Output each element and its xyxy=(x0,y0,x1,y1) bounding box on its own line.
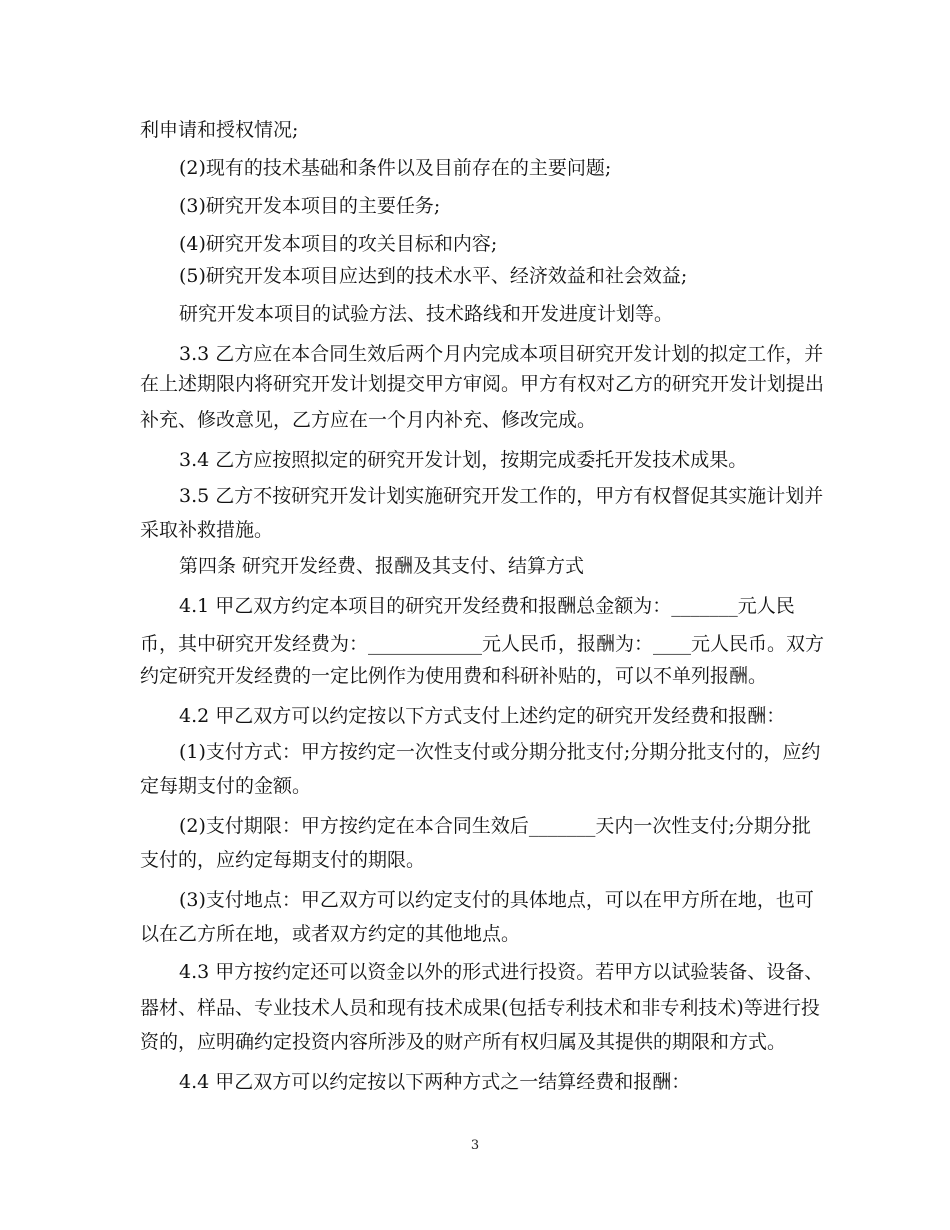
text-line: 4.1 甲乙双方约定本项目的研究开发经费和报酬总金额为：_______元人民 xyxy=(179,595,795,617)
text-line: 3.3 乙方应在本合同生效后两个月内完成本项目研究开发计划的拟定工作，并 xyxy=(179,343,824,365)
text-line: 定每期支付的金额。 xyxy=(140,775,312,797)
text-line: 4.3 甲方按约定还可以资金以外的形式进行投资。若甲方以试验装备、设备、 xyxy=(179,961,824,983)
text-line: (5)研究开发本项目应达到的技术水平、经济效益和社会效益; xyxy=(179,265,688,287)
text-line: (4)研究开发本项目的攻关目标和内容; xyxy=(179,233,498,255)
text-line: (3)支付地点：甲乙双方可以约定支付的具体地点，可以在甲方所在地，也可 xyxy=(179,889,814,911)
text-line: (2)支付期限：甲方按约定在本合同生效后_______天内一次性支付;分期分批 xyxy=(179,815,811,837)
text-line: 币，其中研究开发经费为：____________元人民币，报酬为：____元人民币。双方 xyxy=(140,633,825,655)
text-line: 采取补救措施。 xyxy=(140,519,274,541)
text-line: 利申请和授权情况; xyxy=(140,119,299,141)
section-heading: 第四条 研究开发经费、报酬及其支付、结算方式 xyxy=(179,555,585,577)
text-line: 在上述期限内将研究开发计划提交甲方审阅。甲方有权对乙方的研究开发计划提出 xyxy=(140,373,825,395)
text-line: 3.4 乙方应按照拟定的研究开发计划，按期完成委托开发技术成果。 xyxy=(179,449,748,471)
text-line: 研究开发本项目的试验方法、技术路线和开发进度计划等。 xyxy=(179,303,674,325)
text-line: 4.4 甲乙双方可以约定按以下两种方式之一结算经费和报酬： xyxy=(179,1071,691,1093)
text-line: (2)现有的技术基础和条件以及目前存在的主要问题; xyxy=(179,157,612,179)
text-line: 资的，应明确约定投资内容所涉及的财产所有权归属及其提供的期限和方式。 xyxy=(140,1031,787,1053)
text-line: 支付的，应约定每期支付的期限。 xyxy=(140,849,426,871)
text-line: 器材、样品、专业技术人员和现有技术成果(包括专利技术和非专利技术)等进行投 xyxy=(140,997,820,1019)
text-line: 以在乙方所在地，或者双方约定的其他地点。 xyxy=(140,923,521,945)
text-line: 补充、修改意见，乙方应在一个月内补充、修改完成。 xyxy=(140,409,597,431)
text-line: 约定研究开发经费的一定比例作为使用费和科研补贴的，可以不单列报酬。 xyxy=(140,665,768,687)
text-line: (3)研究开发本项目的主要任务; xyxy=(179,195,441,217)
text-line: 4.2 甲乙双方可以约定按以下方式支付上述约定的研究开发经费和报酬： xyxy=(179,705,786,727)
page-number: 3 xyxy=(470,1138,480,1153)
text-line: 3.5 乙方不按研究开发计划实施研究开发工作的，甲方有权督促其实施计划并 xyxy=(179,485,824,507)
text-line: (1)支付方式：甲方按约定一次性支付或分期分批支付;分期分批支付的，应约 xyxy=(179,741,821,763)
